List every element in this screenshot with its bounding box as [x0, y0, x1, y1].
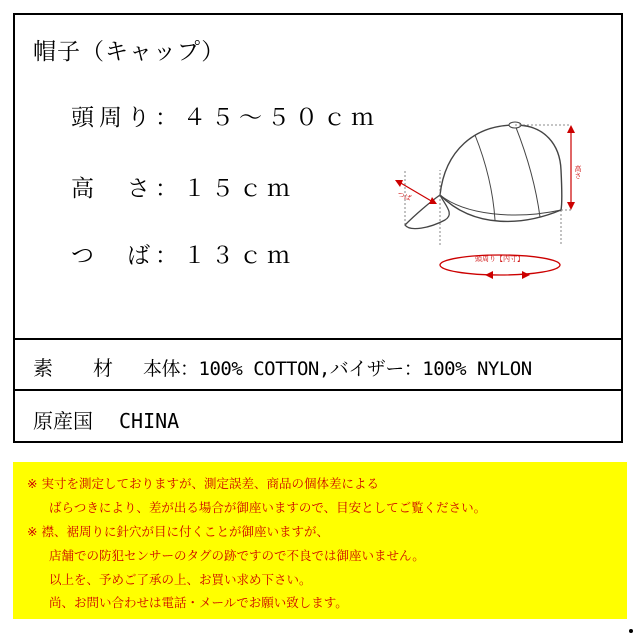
origin-value: CHINA [119, 409, 180, 433]
size-row-brim [71, 237, 295, 270]
size-label: 頭周り： [71, 105, 183, 131]
cap-band [440, 195, 561, 215]
size-value: １５ｃｍ [183, 176, 295, 202]
cap-crown-outline [440, 125, 562, 221]
origin-label: 原産国 [33, 409, 93, 433]
brim-label: つば [396, 190, 413, 203]
size-label: つ ば： [71, 243, 183, 269]
notice-line: 以上を、予めご了承の上、お買い求め下さい。 [49, 572, 312, 587]
size-row-height [71, 170, 295, 203]
circumference-label: 頭周り【内寸】 [475, 255, 524, 263]
product-title: 帽子（キャップ） [33, 39, 226, 65]
cap-seam [475, 135, 495, 220]
material-label: 素 材 [33, 356, 123, 380]
notice-line: ※ 実寸を測定しておりますが、測定誤差、商品の個体差による [27, 476, 379, 491]
notice-line: 店舗での防犯センサーのタグの跡ですので不良では御座いません。 [49, 548, 425, 563]
height-label: 高さ [574, 165, 582, 179]
size-row-head-circumference [71, 99, 379, 132]
notice-line: ばらつきにより、差が出る場合が御座いますので、目安としてご覧ください。 [49, 500, 487, 515]
corner-dot [629, 629, 633, 633]
divider [15, 338, 621, 340]
size-value: １３ｃｍ [183, 243, 295, 269]
origin-row [33, 405, 179, 434]
cap-brim [405, 195, 449, 229]
notice-line: 尚、お問い合わせは電話・メールでお願い致します。 [49, 595, 348, 610]
size-label: 高 さ： [71, 176, 183, 202]
material-value: 本体：100% COTTON,バイザー：100% NYLON [143, 358, 532, 380]
divider [15, 389, 621, 391]
cap-seam [515, 125, 540, 217]
material-row [33, 352, 532, 381]
notice-box [13, 462, 627, 619]
cap-diagram [375, 110, 605, 280]
notice-line: ※ 襟、裾周りに針穴が目に付くことが御座いますが、 [27, 524, 329, 539]
size-value: ４５～５０ｃｍ [183, 105, 379, 131]
spec-table [13, 13, 623, 443]
